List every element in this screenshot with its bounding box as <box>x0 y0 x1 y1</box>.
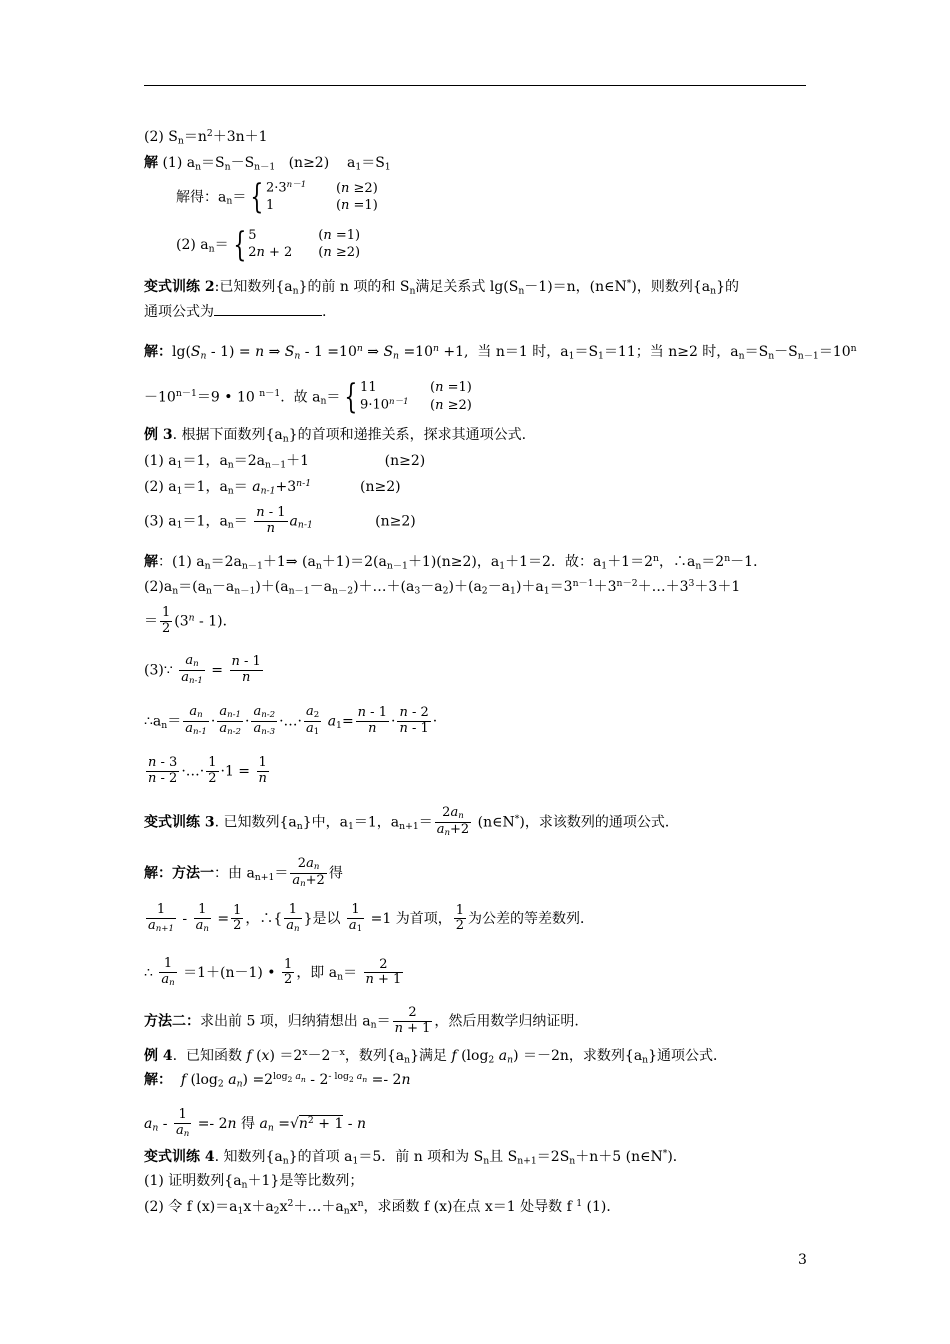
formula-line: 解得：an＝ { $2\cdot 3^{n-1}$ (n ≥2) 1 (n =1) <box>176 177 378 218</box>
page-number: 3 <box>798 1252 807 1268</box>
exercise-label: 变式训练 3 <box>144 814 215 831</box>
text-line: (2) a1＝1，$an= an-1+3^{n-1}$ (n≥2) <box>144 478 401 497</box>
text-line: (1) a1＝1，an＝2an－1＋1 (n≥2) <box>144 453 426 471</box>
formula-line: 方法二：求出前 5 项，归纳猜想出 an＝ $\frac{2}{n + 1}$ ，然后用数学归纳证明. <box>144 1005 579 1036</box>
formula-line: 例 4. 已知函数 f $(x) =2^x-2^{-x}$，数列{an}满足 f (log2 an) ＝－2n，求数列{an}通项公式． <box>144 1047 728 1066</box>
exercise-label: 变式训练 4 <box>144 1149 215 1166</box>
formula-line: $(2)an=(an-an-1)+(an-1-an-2)+\dots+(a3-a2)+(a2-a1)+a1=3^{n-1}+3^{n-2}+\dots+3^3+3+1$ <box>144 578 741 597</box>
formula-line: 解：(1) an＝2an－1＋1⇒ (an＋1)＝2(an－1＋1)(n≥2)，a1＋1＝2．故：$a1+1=2^n$，$\therefore an=2^n-1$． <box>144 553 768 572</box>
formula-line: ＝ $\frac{1}{2}$ (3$^n$ - 1)． <box>144 605 237 636</box>
example-label: 例 4 <box>144 1048 173 1065</box>
formula-line: (3) a1＝1，an＝ $\frac{n - 1}{n}$ an-1 (n≥2) <box>144 505 416 536</box>
example-label: 例 3 <box>144 427 173 443</box>
formula-line: ∴ $\frac{1}{an}$ ＝1＋(n－1) • $\frac{1}{2}$ ，即 an＝ $\frac{2}{n + 1}$ <box>144 956 402 989</box>
formula-line: 解： f (log2 $an) =2^{log_2 a_n} - 2^{- log_2 a_n} =- 2n$ <box>144 1071 411 1090</box>
formula-line: (3)∵ $\frac{an}{an-1}$ = $\frac{n - 1}{n}$ <box>144 653 261 687</box>
text-line: 解 (1) an＝Sn－Sn－1 (n≥2) a1＝S1 <box>144 155 391 173</box>
text-line: 变式训练 2:已知数列{an}的前 n 项的和 Sn满足关系式 lg(Sn－1)＝n，(n∈N*)，则数列{an}的 <box>144 278 739 297</box>
text-line: (2) 令 f $(x)=a1x+a2x^2+\dots+anx^n$，求函数 f (x)在点 x＝1 处导数 f $^1$ (1)． <box>144 1198 621 1217</box>
exercise-label: 变式训练 2 <box>144 279 215 296</box>
formula-line: 变式训练 3. 已知数列{an}中，a1＝1，an+1＝ $\frac{2an}{an+2}$ (n∈N*)，求该数列的通项公式． <box>144 805 679 839</box>
text-line: (1) 证明数列{an＋1}是等比数列； <box>144 1173 364 1191</box>
text-line: 例 3. 根据下面数列{an}的首项和递推关系，探求其通项公式. <box>144 427 527 445</box>
formula-line: 解：方法一：由 an+1＝ $\frac{2an}{an+2}$ 得 <box>144 856 343 890</box>
formula-line: an - $\frac{1}{an}$ =- 2n 得 an $=√n^2 + 1 - n$ <box>144 1107 367 1140</box>
formula-line: $\frac{1}{an+1}$ - $\frac{1}{an}$ = $\frac{1}{2}$ ，∴{ $\frac{1}{an}$ }是以 $\frac{1}{a1}$ =1 为首项， $\frac{1}{2}$ 为公差的等差数列． <box>148 902 594 935</box>
answer-blank <box>214 303 322 316</box>
formula-line: ∴an＝ $\frac{an}{an-1}$ · $\frac{an-1}{an-2}$ · $\frac{an-2}{an-3}$ ·…· $\frac{a2}{a1}$ a1= $\frac{n - 1}{n}$ · $\frac{n - 2}{n - 1}$ · <box>144 704 438 738</box>
text-line: (2) $Sn=n^2+3n+1$ <box>144 128 268 147</box>
formula-line: $\frac{n - 3}{n - 2}$ ·…· $\frac{1}{2}$ ·1 = $\frac{1}{n}$ <box>148 755 267 786</box>
text-line: 通项公式为 . <box>144 304 327 320</box>
answer-label: 解 <box>144 155 158 171</box>
text-line: 变式训练 4. 知数列{an}的首项 a1＝5．前 n 项和为 Sn且 Sn+1＝2Sn＋n＋5 (n∈N*)． <box>144 1148 687 1167</box>
formula-line: (2) an＝ { 5 (n =1) 2n + 2 (n ≥2) <box>176 225 361 265</box>
header-rule <box>144 85 806 86</box>
formula-line: $-10^{n-1}=9$ • 10 $^{n-1}$. 故 an＝ { 11 (n =1) $9\cdot 10^{n-1}$ (n ≥2) <box>144 377 472 418</box>
formula-line: 解：lg(Sn - 1) = n ⇒ $Sn - 1 =10^n$ ⇒ $Sn =10^n +1$, 当 n＝1 时，a1＝S1＝11；当 n≥2 时，$an=Sn-Sn-1=10^n$ <box>144 343 857 362</box>
